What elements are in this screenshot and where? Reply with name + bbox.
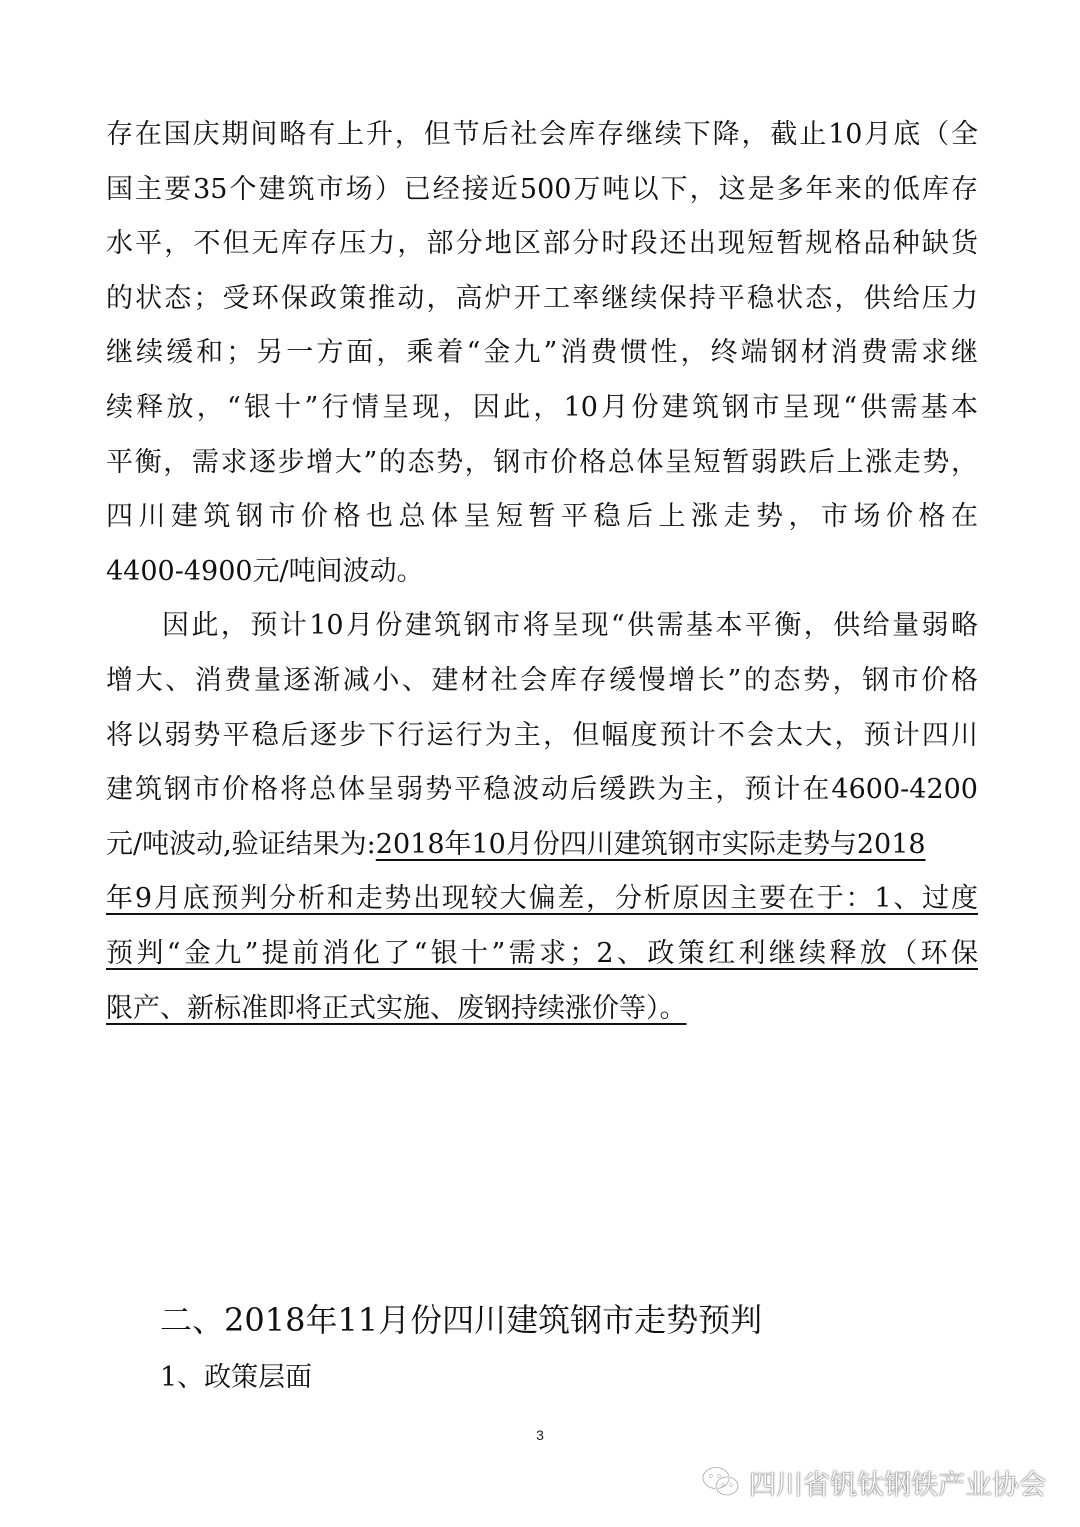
paragraph-1-line-7: 平衡，需求逐步增大”的态势，钢市价格总体呈短暂弱跌后上涨走势， <box>106 446 978 478</box>
paragraph-1-line-8: 四川建筑钢市价格也总体呈短暂平稳后上涨走势，市场价格在 <box>106 501 978 533</box>
paragraph-1-line-2: 国主要35个建筑市场）已经接近500万吨以下，这是多年来的低库存 <box>106 173 978 205</box>
paragraph-2-line-6 <box>106 876 978 931</box>
verification-result-underlined: 限产、新标准即将正式实施、废钢持续涨价等）。 <box>106 992 687 1024</box>
paragraph-2-line-8 <box>106 986 978 1041</box>
verification-lead-in: 元/吨波动,验证结果为: <box>106 828 376 860</box>
paragraph-2-line-4: 建筑钢市价格将总体呈弱势平稳波动后缓跌为主，预计在4600-4200 <box>106 774 978 806</box>
document-body <box>106 112 978 1040</box>
page-number: 3 <box>536 1427 544 1443</box>
paragraph-1-line-9: 4400-4900元/吨间波动。 <box>106 555 424 587</box>
subsection-heading: 1、政策层面 <box>160 1362 313 1393</box>
paragraph-1-line-3: 水平，不但无库存压力，部分地区部分时段还出现短暂规格品种缺货 <box>106 228 978 260</box>
paragraph-2-line-3: 将以弱势平稳后逐步下行运行为主，但幅度预计不会太大，预计四川 <box>106 719 978 751</box>
watermark <box>701 1462 1046 1502</box>
paragraph-1-line-6: 续释放，“银十”行情呈现，因此，10月份建筑钢市呈现“供需基本 <box>106 391 978 423</box>
wechat-icon <box>701 1465 741 1499</box>
paragraph-1-line-5: 继续缓和；另一方面，乘着“金九”消费惯性，终端钢材消费需求继 <box>106 337 978 369</box>
verification-result-underlined: 预判“金九”提前消化了“银十”需求；2、政策红利继续释放（环保 <box>106 937 978 969</box>
paragraph-2-line-5 <box>106 822 978 877</box>
verification-result-underlined: 年9月底预判分析和走势出现较大偏差，分析原因主要在于：1、过度 <box>106 883 978 915</box>
paragraph-1-line-4: 的状态；受环保政策推动，高炉开工率继续保持平稳状态，供给压力 <box>106 282 978 314</box>
paragraph-2-line-1: 因此，预计10月份建筑钢市将呈现“供需基本平衡，供给量弱略 <box>162 610 978 642</box>
paragraph-2-line-7 <box>106 931 978 986</box>
watermark-text: 四川省钒钛钢铁产业协会 <box>749 1469 1046 1501</box>
paragraph-2-line-2: 增大、消费量逐渐减小、建材社会库存缓慢增长”的态势，钢市价格 <box>106 664 978 696</box>
verification-result-underlined: 2018年10月份四川建筑钢市实际走势与2018 <box>375 828 926 860</box>
section-heading: 二、2018年11月份四川建筑钢市走势预判 <box>160 1301 763 1339</box>
paragraph-1-line-1: 存在国庆期间略有上升，但节后社会库存继续下降，截止10月底（全 <box>106 119 978 150</box>
